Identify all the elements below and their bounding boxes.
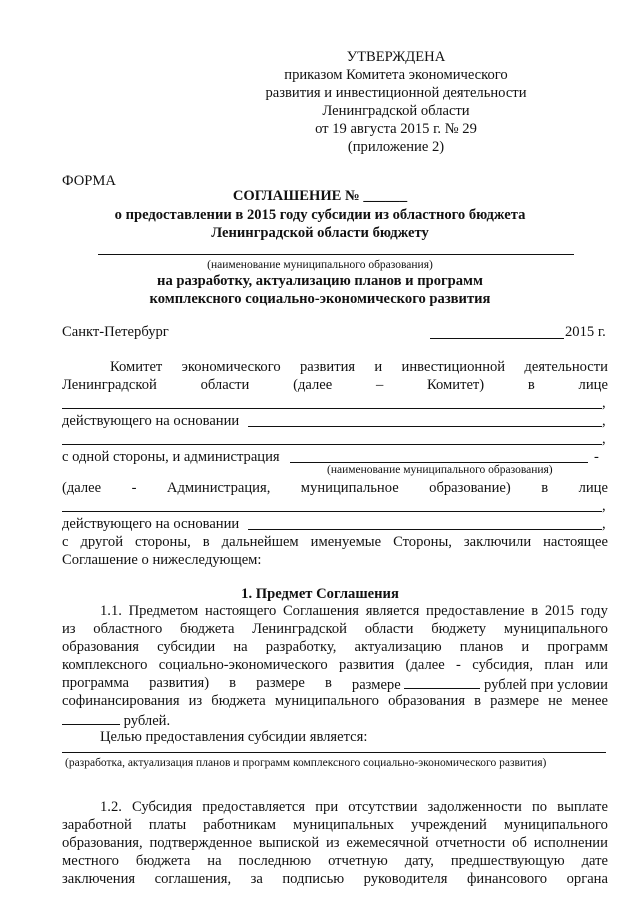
form-label: ФОРМА	[62, 173, 116, 189]
comma: ,	[602, 498, 606, 514]
other-party-label: с одной стороны, и администрация	[62, 449, 280, 465]
paragraph-line: программа развития) в размере в размере рублей при условии	[62, 675, 608, 693]
representative-blank-line	[62, 408, 602, 409]
basis-blank-line	[248, 426, 602, 427]
municipality-note: (наименование муниципального образования)	[207, 259, 433, 271]
intro-line: Комитет экономического развития и инвестиционной деятельности	[110, 359, 608, 375]
paragraph-line: из областного бюджета Ленинградской области бюджету муниципального	[62, 621, 608, 637]
goal-label: Целью предоставления субсидии является:	[100, 729, 368, 745]
date-year: 2015 г.	[565, 324, 606, 340]
basis-label: действующего на основании	[62, 516, 240, 532]
paragraph-line: 1.1. Предметом настоящего Соглашения является предоставление в 2015 году	[100, 603, 608, 619]
approval-appendix: (приложение 2)	[347, 139, 445, 155]
representative-blank-line	[62, 511, 602, 512]
basis-label: действующего на основании	[62, 413, 240, 429]
comma: ,	[602, 395, 606, 411]
paragraph-line: заключения соглашения, за подписью руководителя финансового органа	[62, 871, 608, 887]
paragraph-line: софинансирования из бюджета муниципального образования в размере не менее	[62, 693, 608, 709]
paragraph-line: заработной платы работникам муниципальных учреждений муниципального	[62, 817, 608, 833]
amount-blank	[404, 674, 480, 689]
paragraph-line: рублей.	[62, 710, 170, 730]
goal-blank-line	[62, 752, 606, 753]
closing-end: Соглашение о нижеследующем:	[62, 552, 262, 568]
agreement-title: СОГЛАШЕНИЕ № ______	[232, 188, 408, 204]
agreement-subtitle: о предоставлении в 2015 году субсидии из областного бюджета	[114, 207, 526, 223]
section-heading: 1. Предмет Соглашения	[241, 586, 399, 602]
place-of-signing: Санкт-Петербург	[62, 324, 169, 340]
agreement-subtitle: на разработку, актуализацию планов и программ	[157, 273, 483, 289]
municipality-note: (наименование муниципального образования)	[327, 464, 553, 476]
agreement-subtitle: комплексного социально-экономического развития	[149, 291, 491, 307]
paragraph-fragment: размере рублей при условии	[352, 674, 608, 694]
comma: ,	[602, 516, 606, 532]
approval-line: Ленинградской области	[322, 103, 470, 119]
paragraph-line: образования субсидии на разработку, актуализацию планов и программ	[62, 639, 608, 655]
basis-blank-line	[248, 529, 602, 530]
comma: ,	[602, 413, 606, 429]
approval-line: развития и инвестиционной деятельности	[265, 85, 527, 101]
intro-line: Ленинградской области (далее – Комитет) в лице	[62, 377, 608, 393]
paragraph-line: комплексного социально-экономического развития (далее - субсидия, план или	[62, 657, 608, 673]
approval-title: УТВЕРЖДЕНА	[346, 49, 446, 65]
agreement-subtitle: Ленинградской области бюджету	[211, 225, 429, 241]
comma: ,	[602, 431, 606, 447]
paragraph-line: 1.2. Субсидия предоставляется при отсутствии задолженности по выплате	[100, 799, 608, 815]
date-blank-line	[430, 338, 564, 339]
administration-line: (далее - Администрация, муниципальное образование) в лице	[62, 480, 608, 496]
closing-line: с другой стороны, в дальнейшем именуемые Стороны, заключили настоящее	[62, 534, 608, 550]
approval-line: приказом Комитета экономического	[284, 67, 508, 83]
continuation-blank-line	[62, 444, 602, 445]
paragraph-line: местного бюджета на последнюю отчетную дату, предшествующую дате	[62, 853, 608, 869]
amount-blank	[62, 710, 120, 725]
goal-note: (разработка, актуализация планов и программ комплексного социально-экономического развития)	[65, 757, 547, 769]
municipality-blank-line	[98, 254, 574, 255]
approval-date: от 19 августа 2015 г. № 29	[315, 121, 477, 137]
dash: -	[594, 449, 599, 465]
paragraph-line: образования, подтвержденное выпиской из ежемесячной отчетности об исполнении	[62, 835, 608, 851]
